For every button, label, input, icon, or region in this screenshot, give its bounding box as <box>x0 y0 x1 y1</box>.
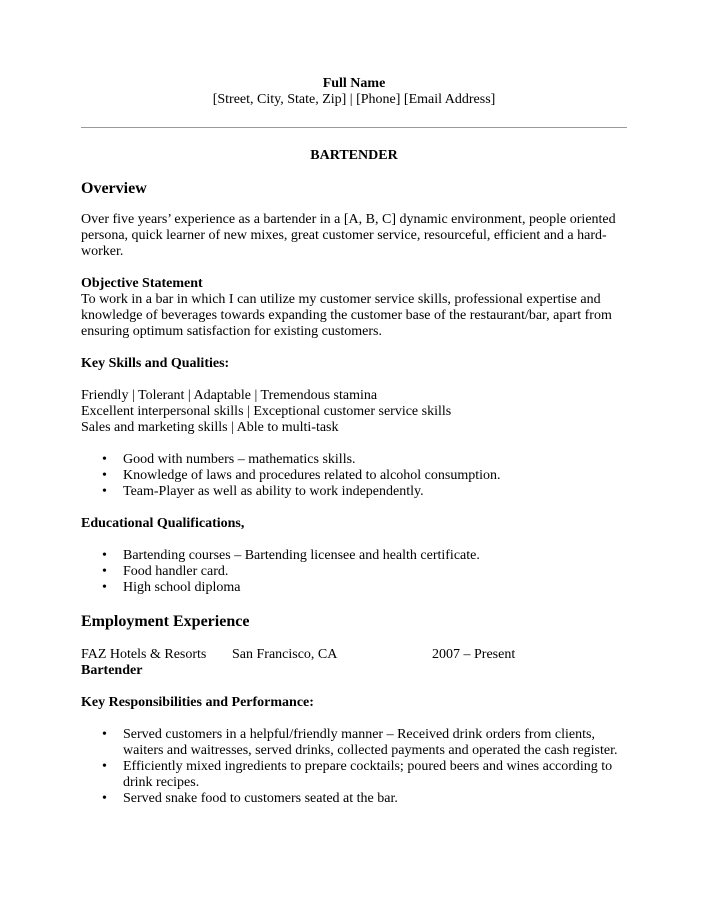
contact-line: [Street, City, State, Zip] | [Phone] [Email Address] <box>212 92 496 107</box>
list-item <box>81 727 627 759</box>
list-item <box>81 468 627 484</box>
skills-line: Friendly | Tolerant | Adaptable | Tremendous stamina <box>81 388 378 403</box>
list-item-text: Bartending courses – Bartending licensee and health certificate. <box>123 548 480 563</box>
list-item-text: Efficiently mixed ingredients to prepare cocktails; poured beers and wines according to drink recipes. <box>123 759 613 790</box>
list-item-text: Food handler card. <box>123 564 229 579</box>
skills-bullet-list <box>81 452 627 500</box>
company-location: San Francisco, CA <box>232 647 338 662</box>
bullet-icon: • <box>102 727 107 742</box>
education-heading: Educational Qualifications, <box>81 516 245 531</box>
list-item-text: Team-Player as well as ability to work independently. <box>123 484 424 499</box>
employment-entry-header <box>81 647 627 663</box>
bullet-icon: • <box>102 468 107 483</box>
bullet-icon: • <box>102 791 107 806</box>
list-item <box>81 791 627 807</box>
responsibilities-bullet-list <box>81 727 627 807</box>
list-item-text: Served snake food to customers seated at the bar. <box>123 791 398 806</box>
list-item <box>81 564 627 580</box>
bullet-icon: • <box>102 580 107 595</box>
employment-heading: Employment Experience <box>81 613 250 630</box>
responsibilities-heading: Key Responsibilities and Performance: <box>81 695 314 710</box>
list-item <box>81 548 627 564</box>
resume-page <box>81 76 627 807</box>
bullet-icon: • <box>102 759 107 774</box>
education-bullet-list <box>81 548 627 596</box>
list-item <box>81 452 627 468</box>
bullet-icon: • <box>102 484 107 499</box>
skills-heading: Key Skills and Qualities: <box>81 356 230 371</box>
list-item-text: High school diploma <box>123 580 241 595</box>
header-divider <box>81 127 627 128</box>
job-title: BARTENDER <box>310 148 398 163</box>
full-name: Full Name <box>322 76 386 91</box>
objective-heading: Objective Statement <box>81 276 203 291</box>
objective-text: To work in a bar in which I can utilize my customer service skills, professional expertise and knowledge of beverages towards expanding the customer base of the restaurant/bar, apart from ensuring optimum satisfaction for existing customers. <box>81 292 612 339</box>
skills-lines <box>81 388 627 436</box>
employment-dates: 2007 – Present <box>432 647 516 662</box>
overview-heading: Overview <box>81 180 147 197</box>
list-item <box>81 484 627 500</box>
list-item-text: Knowledge of laws and procedures related to alcohol consumption. <box>123 468 501 483</box>
overview-text: Over five years’ experience as a bartender in a [A, B, C] dynamic environment, people oriented persona, quick learner of new mixes, great customer service, resourceful, efficient and a hard-worker. <box>81 212 616 259</box>
list-item <box>81 580 627 596</box>
company-name: FAZ Hotels & Resorts <box>81 647 207 662</box>
list-item <box>81 759 627 791</box>
skills-line: Excellent interpersonal skills | Exceptional customer service skills <box>81 404 452 419</box>
skills-line: Sales and marketing skills | Able to multi-task <box>81 420 339 435</box>
bullet-icon: • <box>102 548 107 563</box>
bullet-icon: • <box>102 452 107 467</box>
bullet-icon: • <box>102 564 107 579</box>
role-title: Bartender <box>81 663 143 678</box>
list-item-text: Served customers in a helpful/friendly manner – Received drink orders from clients, waiters and waitresses, served drinks, collected payments and operated the cash register. <box>123 727 618 758</box>
list-item-text: Good with numbers – mathematics skills. <box>123 452 356 467</box>
